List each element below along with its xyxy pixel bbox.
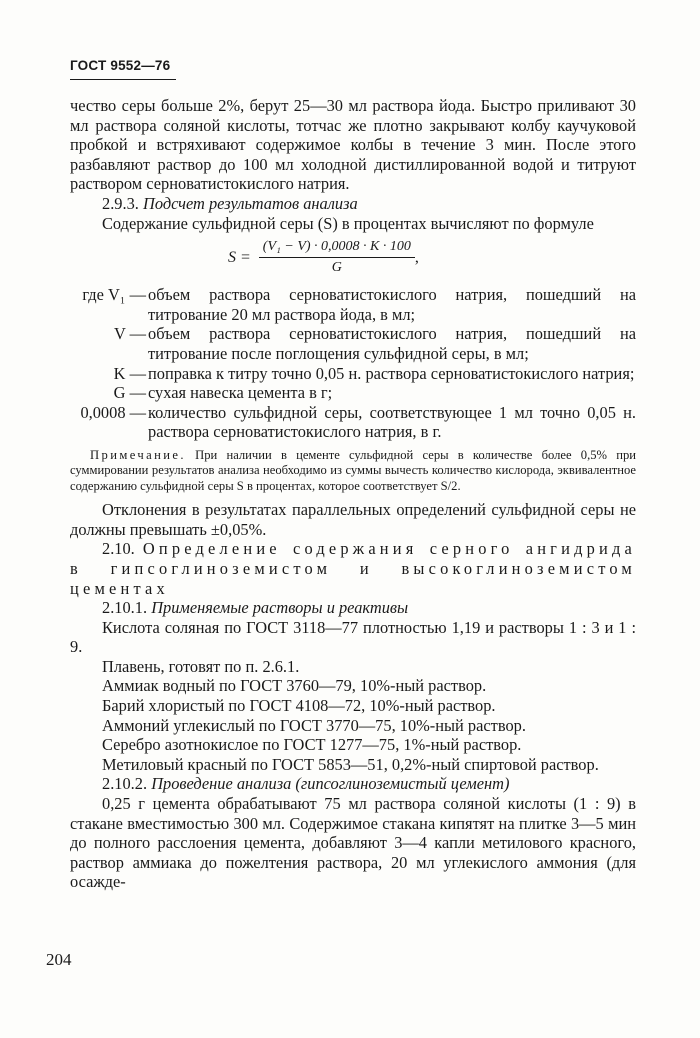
document-header: ГОСТ 9552—76 (70, 58, 176, 80)
section-heading-2-10-2 (70, 774, 636, 794)
reagent-item: Метиловый красный по ГОСТ 5853—51, 0,2%-ный спиртовой раствор. (102, 754, 599, 774)
section-title: Подсчет результатов анализа (143, 193, 358, 213)
formula-numerator: (V₁ − V) · 0,0008 · K · 100 (259, 239, 415, 258)
definition-text: объем раствора серноватистокислого натрия, пошедший на титрование 20 мл раствора йода, в мл; (148, 285, 636, 324)
reagent-item: Серебро азотнокислое по ГОСТ 1277—75, 1%-ный раствор. (102, 735, 522, 755)
definition-symbol: 0,0008 — (80, 402, 146, 422)
reagent-item: Аммоний углекислый по ГОСТ 3770—75, 10%-ный раствор. (102, 715, 526, 735)
section-number: 2.10. (102, 539, 135, 559)
section-number: 2.9.3. (102, 193, 139, 213)
definition-text: поправка к титру точно 0,05 н. раствора серноватистокислого натрия; (148, 363, 635, 383)
section-number: 2.10.1. (102, 598, 148, 618)
note-text: При наличии в цементе сульфидной серы в количестве более 0,5% при суммировании результатов анализа необходимо из суммы вычесть количество кислорода, эквивалентное содержанию сульфидной серы S в процентах, которое соответствует S/2. (70, 447, 636, 493)
section-heading-2-9-3 (70, 194, 636, 214)
section-heading-2-10 (70, 539, 636, 598)
document-page (70, 58, 636, 892)
paragraph-sulfur: Содержание сульфидной серы (S) в процентах вычисляют по формуле (102, 213, 594, 233)
note-label: Примечание. (90, 447, 186, 462)
definition-text: сухая навеска цемента в г; (148, 383, 333, 403)
reagent-item: Аммиак водный по ГОСТ 3760—79, 10%-ный раствор. (102, 676, 487, 696)
definition-text: количество сульфидной серы, соответствующее 1 мл точно 0,05 н. раствора серноватистокислого натрия, в г. (148, 402, 636, 442)
definition-row (70, 364, 636, 384)
paragraph-analysis: 0,25 г цемента обрабатывают 75 мл раствора соляной кислоты (1 : 9) в стакане вместимостью 300 мл. Содержимое стакана кипятят на плитке 3—5 мин до полного расслоения цемента, добавляют 3—4 капли метилового красного, раствор аммиака до пожелтения раствора, 20 мл углекислого аммония (для осажде- (70, 794, 636, 892)
section-number: 2.10.2. (102, 774, 148, 794)
definition-symbol: V — (113, 324, 146, 344)
formula-lhs: S = (228, 248, 251, 266)
section-title: Определение содержания серного ангидрида в гипсоглиноземистом и высокоглиноземистом цементах (70, 539, 636, 598)
paragraph-deviation: Отклонения в результатах параллельных определений сульфидной серы не должны превышать ±0,05%. (70, 500, 636, 539)
definition-row (70, 403, 636, 442)
reagent-item: Барий хлористый по ГОСТ 4108—72, 10%-ный раствор. (102, 696, 496, 716)
formula-denominator: G (331, 260, 342, 276)
note (70, 448, 636, 494)
definition-symbol: K — (113, 363, 146, 383)
reagent-item: Плавень, готовят по п. 2.6.1. (102, 656, 300, 676)
section-title: Проведение анализа (гипсоглиноземистый цемент) (151, 774, 510, 794)
definition-row (70, 383, 636, 403)
definition-row (70, 285, 636, 324)
definition-text: объем раствора серноватистокислого натрия, пошедший на титрование после поглощения сульфидной серы, в мл; (148, 324, 636, 363)
section-title: Применяемые растворы и реактивы (151, 598, 409, 618)
variable-definitions (70, 285, 636, 442)
formula (70, 235, 636, 285)
paragraph-top: чество серы больше 2%, берут 25—30 мл раствора йода. Быстро приливают 30 мл раствора соляной кислоты, тотчас же плотно закрывают колбу каучуковой пробкой и встряхивают содержимое колбы в течение 3 мин. После этого разбавляют раствор до 100 мл холодной дистиллированной водой и титруют раствором серноватистокислого натрия. (70, 96, 636, 194)
definition-row (70, 324, 636, 363)
section-heading-2-10-1 (70, 598, 636, 618)
definition-symbol: G — (113, 383, 146, 403)
page-number: 204 (46, 950, 72, 969)
formula-tail: , (414, 248, 419, 266)
reagent-item: Кислота соляная по ГОСТ 3118—77 плотностью 1,19 и растворы 1 : 3 и 1 : 9. (70, 617, 636, 657)
definition-symbol: где V₁ — (82, 285, 146, 305)
